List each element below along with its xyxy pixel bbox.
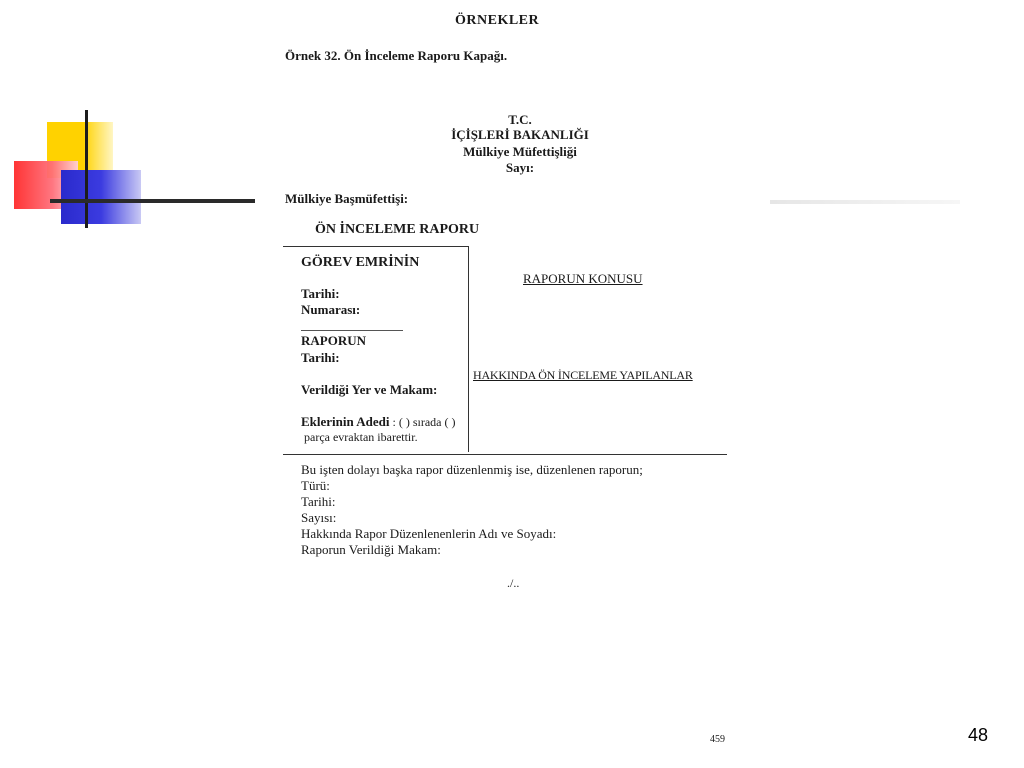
other-report-date: Tarihi: (301, 494, 336, 509)
page-heading: ÖRNEKLER (455, 13, 540, 28)
attachments-text-continued: parça evraktan ibarettir. (304, 430, 418, 444)
other-report-authority: Raporun Verildiği Makam: (301, 542, 441, 557)
report-title: ÖN İNCELEME RAPORU (315, 222, 480, 237)
box-bottom-rule (283, 454, 727, 455)
report-subject-heading: RAPORUN KONUSU (523, 271, 643, 286)
continuation-mark: ./.. (507, 576, 520, 590)
authority-number: Sayı: (505, 160, 535, 175)
separator-line (301, 330, 403, 331)
example-title: Örnek 32. Ön İnceleme Raporu Kapağı. (285, 48, 508, 63)
slide-number: 48 (968, 725, 989, 745)
report-date-label: Tarihi: (301, 350, 340, 365)
given-place-label: Verildiği Yer ve Makam: (301, 382, 438, 397)
ornament-blue-square (61, 170, 141, 224)
ornament-vertical-line (85, 110, 88, 228)
attachments-text: : ( ) sırada ( ) (389, 415, 456, 429)
authority-unit: Mülkiye Müfettişliği (463, 144, 577, 159)
order-date-label: Tarihi: (301, 286, 340, 301)
authority-tc: T.C. (508, 112, 532, 127)
order-heading: GÖREV EMRİNİN (301, 255, 420, 270)
other-report-names: Hakkında Rapor Düzenlenenlerin Adı ve Soyadı: (301, 526, 557, 541)
authority-ministry: İÇİŞLERİ BAKANLIĞI (451, 127, 589, 142)
recipient-label: Mülkiye Başmüfettişi: (285, 191, 409, 206)
order-number-label: Numarası: (301, 302, 361, 317)
ornament-horizontal-line-right (770, 200, 960, 204)
ornament-horizontal-line (50, 199, 255, 203)
other-report-number: Sayısı: (301, 510, 337, 525)
document-page-number: 459 (710, 734, 725, 745)
attachments-label: Eklerinin Adedi (301, 414, 390, 429)
other-report-type: Türü: (301, 478, 330, 493)
attachments-line (301, 414, 455, 430)
other-report-intro: Bu işten dolayı başka rapor düzenlenmiş ise, düzenlenen raporun; (301, 462, 643, 477)
report-heading: RAPORUN (301, 333, 366, 348)
investigated-heading: HAKKINDA ÖN İNCELEME YAPILANLAR (473, 368, 693, 382)
